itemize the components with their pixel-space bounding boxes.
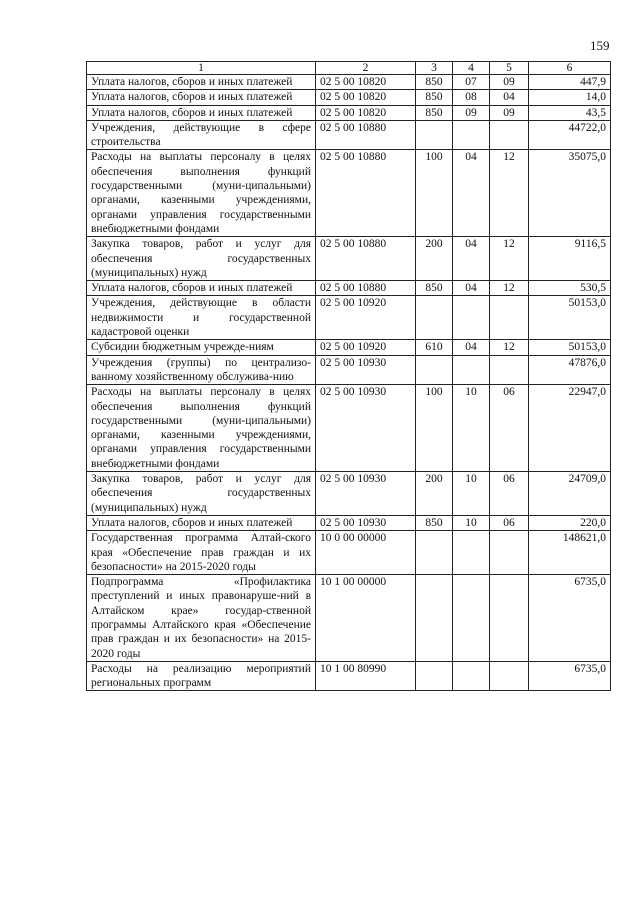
- cell-pr: [490, 120, 529, 150]
- cell-code: 10 1 00 80990: [316, 661, 416, 691]
- cell-code: 02 5 00 10880: [316, 237, 416, 281]
- cell-pr: 12: [490, 340, 529, 355]
- cell-kvr: [416, 575, 453, 662]
- cell-sum: 220,0: [529, 515, 611, 530]
- cell-sum: 447,9: [529, 75, 611, 90]
- table-row: [87, 281, 611, 296]
- cell-code: 02 5 00 10930: [316, 515, 416, 530]
- cell-rz: [453, 355, 490, 385]
- table-row: [87, 531, 611, 575]
- cell-kvr: 850: [416, 515, 453, 530]
- cell-rz: 04: [453, 340, 490, 355]
- cell-name: Учреждения, действующие в сфере строительства: [87, 120, 316, 150]
- column-header-pr: 5: [490, 62, 529, 75]
- table-row: [87, 472, 611, 516]
- table-row: [87, 75, 611, 90]
- cell-code: 10 1 00 00000: [316, 575, 416, 662]
- table-row: [87, 515, 611, 530]
- column-header-name: 1: [87, 62, 316, 75]
- cell-sum: 44722,0: [529, 120, 611, 150]
- cell-name: Подпрограмма «Профилактика преступлений и иных правонаруше-ний в Алтайском крае» государ-ственной программы Алтайского края «Обеспечение прав граждан и их безопасности» на 2015-2020 годы: [87, 575, 316, 662]
- cell-sum: 6735,0: [529, 661, 611, 691]
- cell-sum: 43,5: [529, 105, 611, 120]
- header-row: [87, 62, 611, 75]
- cell-rz: [453, 661, 490, 691]
- cell-rz: 04: [453, 150, 490, 237]
- cell-name: Расходы на выплаты персоналу в целях обеспечения выполнения функций государственными (муни-ципальными) органами, казенными учреждениями, органами управления государственными внебюджетными фондами: [87, 385, 316, 472]
- table-row: [87, 120, 611, 150]
- cell-name: Расходы на выплаты персоналу в целях обеспечения выполнения функций государственными (муни-ципальными) органами, казенными учреждениями, органами управления государственными внебюджетными фондами: [87, 150, 316, 237]
- cell-code: 02 5 00 10820: [316, 90, 416, 105]
- table-row: [87, 237, 611, 281]
- cell-rz: [453, 531, 490, 575]
- cell-kvr: 850: [416, 105, 453, 120]
- cell-name: Закупка товаров, работ и услуг для обеспечения государственных (муниципальных) нужд: [87, 472, 316, 516]
- cell-rz: 09: [453, 105, 490, 120]
- cell-code: 02 5 00 10930: [316, 355, 416, 385]
- cell-name: Уплата налогов, сборов и иных платежей: [87, 105, 316, 120]
- cell-pr: [490, 355, 529, 385]
- cell-code: 02 5 00 10820: [316, 105, 416, 120]
- cell-name: Уплата налогов, сборов и иных платежей: [87, 281, 316, 296]
- cell-kvr: [416, 661, 453, 691]
- cell-pr: 12: [490, 237, 529, 281]
- table-row: [87, 355, 611, 385]
- cell-sum: 47876,0: [529, 355, 611, 385]
- cell-kvr: [416, 120, 453, 150]
- cell-name: Уплата налогов, сборов и иных платежей: [87, 75, 316, 90]
- cell-code: 02 5 00 10820: [316, 75, 416, 90]
- cell-name: Закупка товаров, работ и услуг для обеспечения государственных (муниципальных) нужд: [87, 237, 316, 281]
- cell-sum: 9116,5: [529, 237, 611, 281]
- table-row: [87, 340, 611, 355]
- cell-code: 02 5 00 10880: [316, 281, 416, 296]
- cell-name: Расходы на реализацию мероприятий региональных программ: [87, 661, 316, 691]
- cell-pr: [490, 661, 529, 691]
- table-row: [87, 150, 611, 237]
- cell-rz: 10: [453, 472, 490, 516]
- cell-kvr: 850: [416, 90, 453, 105]
- cell-kvr: 850: [416, 281, 453, 296]
- cell-code: 02 5 00 10920: [316, 296, 416, 340]
- cell-kvr: 200: [416, 237, 453, 281]
- cell-pr: [490, 531, 529, 575]
- cell-rz: 10: [453, 385, 490, 472]
- column-header-kvr: 3: [416, 62, 453, 75]
- column-header-sum: 6: [529, 62, 611, 75]
- cell-pr: 06: [490, 472, 529, 516]
- cell-code: 02 5 00 10880: [316, 150, 416, 237]
- cell-pr: 06: [490, 385, 529, 472]
- column-header-rz: 4: [453, 62, 490, 75]
- cell-sum: 50153,0: [529, 296, 611, 340]
- table-row: [87, 385, 611, 472]
- cell-pr: [490, 575, 529, 662]
- cell-sum: 50153,0: [529, 340, 611, 355]
- cell-rz: 04: [453, 281, 490, 296]
- cell-code: 02 5 00 10920: [316, 340, 416, 355]
- table-row: [87, 105, 611, 120]
- cell-name: Уплата налогов, сборов и иных платежей: [87, 90, 316, 105]
- cell-name: Государственная программа Алтай-ского края «Обеспечение прав граждан и их безопасности» на 2015-2020 годы: [87, 531, 316, 575]
- cell-kvr: [416, 296, 453, 340]
- cell-rz: [453, 296, 490, 340]
- budget-table: [86, 61, 611, 691]
- cell-pr: 12: [490, 281, 529, 296]
- cell-sum: 148621,0: [529, 531, 611, 575]
- cell-pr: [490, 296, 529, 340]
- table-row: [87, 661, 611, 691]
- cell-kvr: 610: [416, 340, 453, 355]
- cell-pr: 06: [490, 515, 529, 530]
- cell-pr: 12: [490, 150, 529, 237]
- cell-code: 02 5 00 10930: [316, 385, 416, 472]
- cell-sum: 35075,0: [529, 150, 611, 237]
- cell-sum: 6735,0: [529, 575, 611, 662]
- cell-sum: 22947,0: [529, 385, 611, 472]
- cell-kvr: 100: [416, 385, 453, 472]
- cell-rz: 10: [453, 515, 490, 530]
- cell-sum: 530,5: [529, 281, 611, 296]
- cell-code: 02 5 00 10880: [316, 120, 416, 150]
- table-row: [87, 296, 611, 340]
- table-row: [87, 90, 611, 105]
- cell-pr: 04: [490, 90, 529, 105]
- cell-rz: 04: [453, 237, 490, 281]
- cell-kvr: [416, 355, 453, 385]
- cell-rz: [453, 120, 490, 150]
- table-row: [87, 575, 611, 662]
- cell-name: Уплата налогов, сборов и иных платежей: [87, 515, 316, 530]
- column-header-code: 2: [316, 62, 416, 75]
- cell-sum: 14,0: [529, 90, 611, 105]
- cell-code: 02 5 00 10930: [316, 472, 416, 516]
- cell-pr: 09: [490, 105, 529, 120]
- cell-rz: 07: [453, 75, 490, 90]
- cell-rz: 08: [453, 90, 490, 105]
- cell-pr: 09: [490, 75, 529, 90]
- cell-code: 10 0 00 00000: [316, 531, 416, 575]
- cell-kvr: 200: [416, 472, 453, 516]
- cell-kvr: 100: [416, 150, 453, 237]
- cell-name: Учреждения, действующие в области недвижимости и государственной кадастровой оценки: [87, 296, 316, 340]
- cell-kvr: [416, 531, 453, 575]
- cell-rz: [453, 575, 490, 662]
- page-number: 159: [590, 38, 610, 53]
- cell-kvr: 850: [416, 75, 453, 90]
- cell-sum: 24709,0: [529, 472, 611, 516]
- cell-name: Субсидии бюджетным учрежде-ниям: [87, 340, 316, 355]
- cell-name: Учреждения (группы) по централизо-ванному хозяйственному обслужива-нию: [87, 355, 316, 385]
